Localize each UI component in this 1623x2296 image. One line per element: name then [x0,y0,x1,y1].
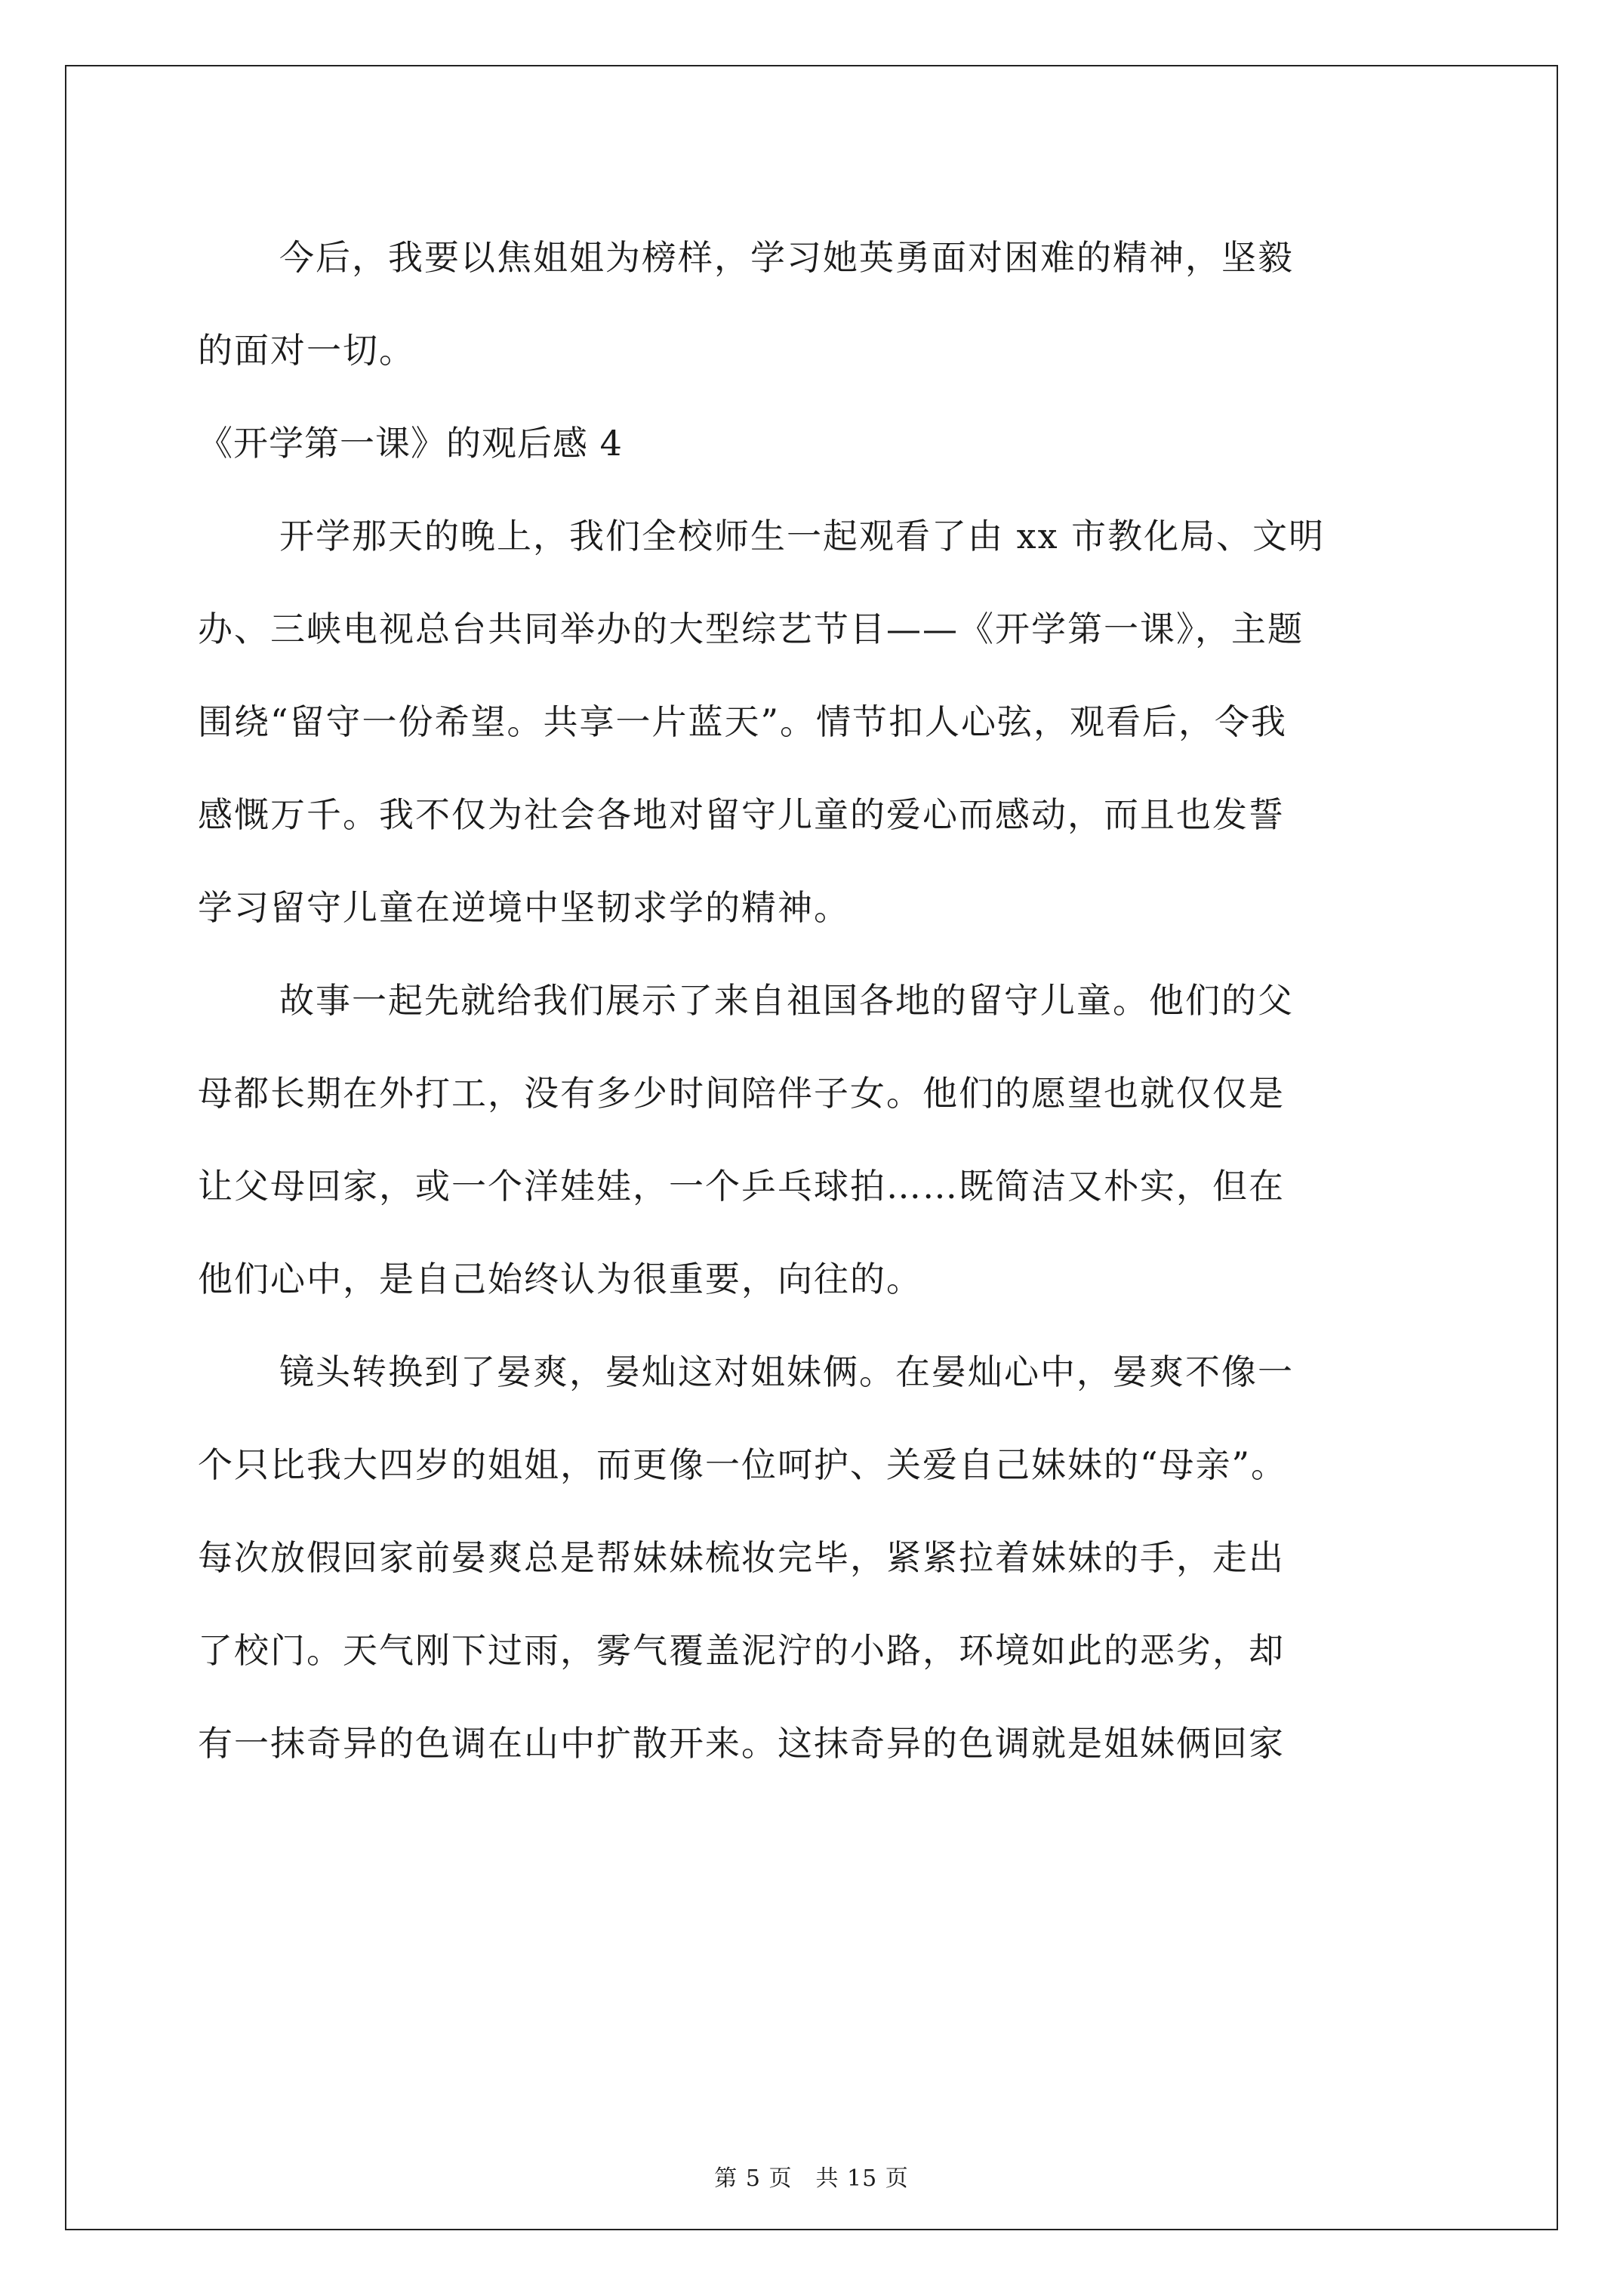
text-line: 让父母回家，或一个洋娃娃，一个乒乓球拍……既简洁又朴实，但在 [198,1166,1285,1207]
section-heading: 《开学第一课》的观后感 4 [198,423,623,464]
text-line: 故事一起先就给我们展示了来自祖国各地的留守儿童。他们的父 [279,980,1294,1021]
text-line: 开学那天的晚上，我们全校师生一起观看了由 xx 市教化局、文明 [279,516,1326,556]
text-line: 的面对一切。 [198,330,415,371]
text-line: 围绕“留守一份希望。共享一片蓝天”。情节扣人心弦，观看后，令我 [198,701,1288,742]
text-line: 办、三峡电视总台共同举办的大型综艺节目——《开学第一课》，主题 [198,609,1304,649]
text-line: 学习留守儿童在逆境中坚韧求学的精神。 [198,887,850,928]
text-line: 母都长期在外打工，没有多少时间陪伴子女。他们的愿望也就仅仅是 [198,1073,1285,1114]
document-body [198,211,1425,1790]
page-number-footer: 第 5 页 共 15 页 [714,2165,909,2192]
text-line: 有一抹奇异的色调在山中扩散开来。这抹奇异的色调就是姐妹俩回家 [198,1723,1285,1764]
text-line: 个只比我大四岁的姐姐，而更像一位呵护、关爱自己妹妹的“母亲”。 [198,1444,1288,1485]
text-line: 今后，我要以焦姐姐为榜样，学习她英勇面对困难的精神，坚毅 [279,237,1294,278]
text-line: 感慨万千。我不仅为社会各地对留守儿童的爱心而感动，而且也发誓 [198,794,1285,835]
text-line: 他们心中，是自己始终认为很重要，向往的。 [198,1259,922,1299]
text-line: 每次放假回家前晏爽总是帮妹妹梳妆完毕，紧紧拉着妹妹的手，走出 [198,1537,1285,1578]
text-line: 了校门。天气刚下过雨，雾气覆盖泥泞的小路，环境如此的恶劣，却 [198,1630,1285,1671]
text-line: 镜头转换到了晏爽，晏灿这对姐妹俩。在晏灿心中，晏爽不像一 [279,1351,1294,1392]
